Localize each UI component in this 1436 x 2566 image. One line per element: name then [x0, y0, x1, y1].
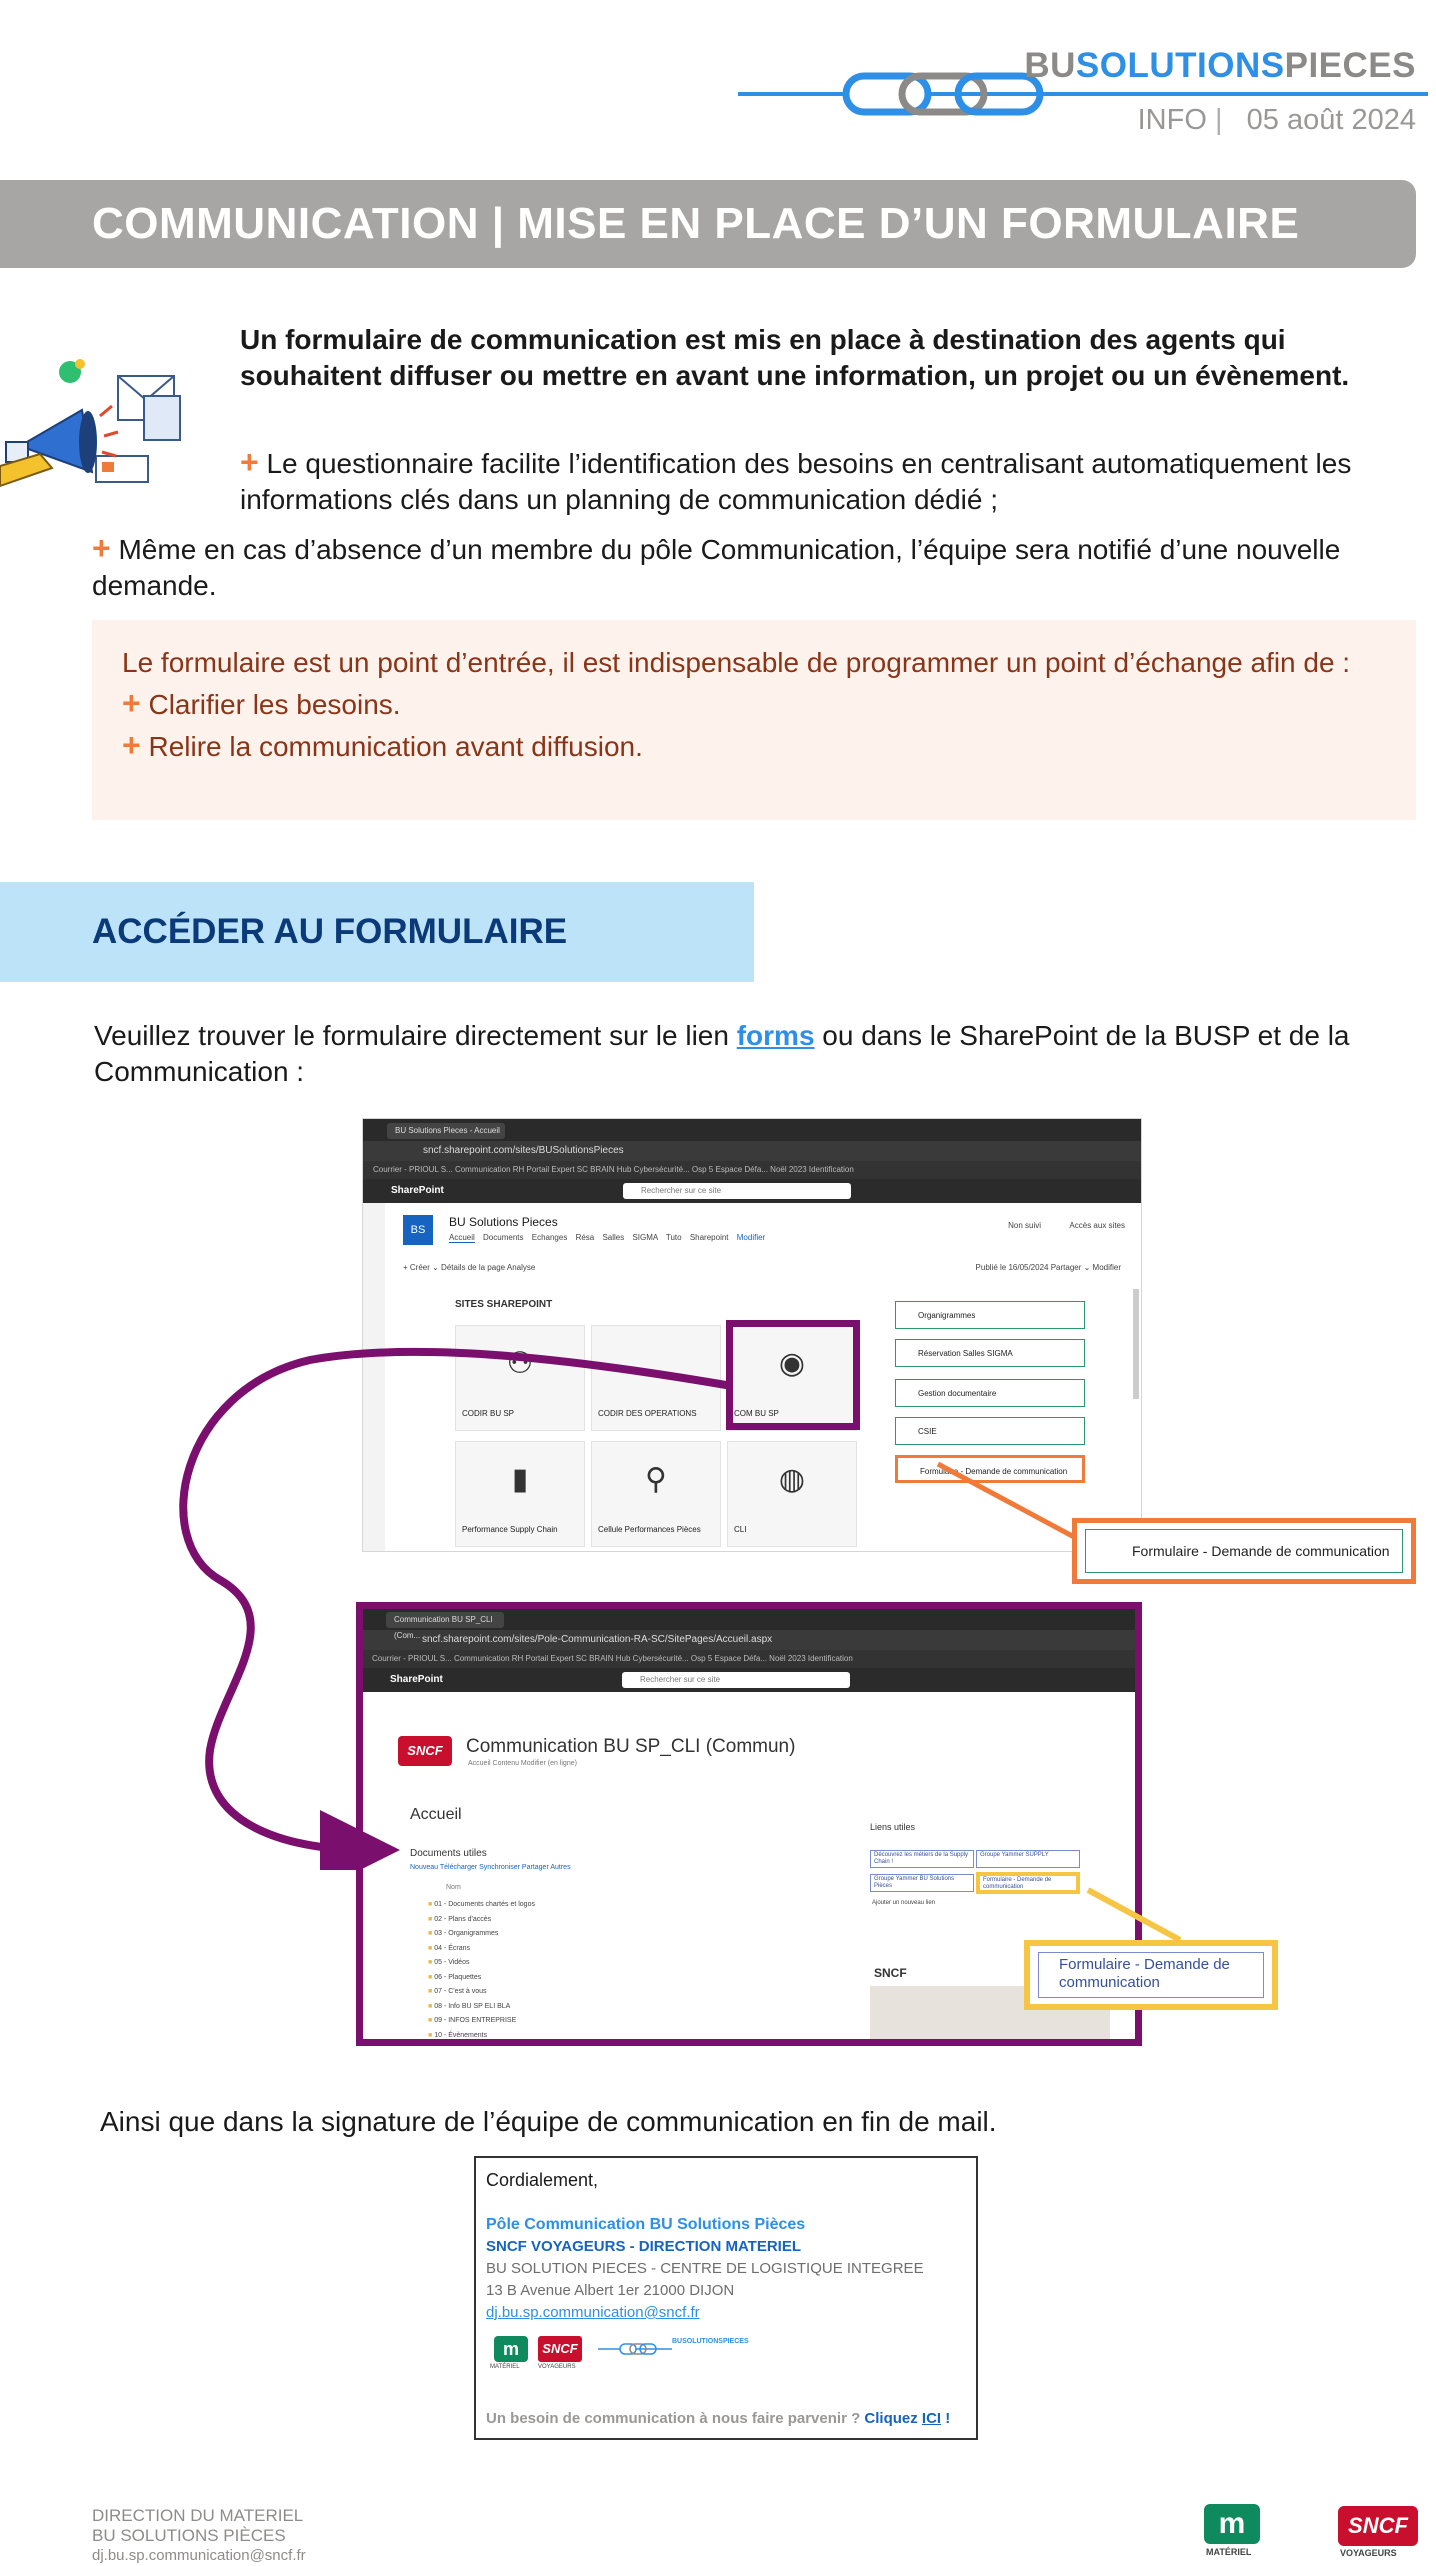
tile-cellule-performances[interactable]: ⚲ Cellule Performances Pièces — [591, 1441, 721, 1547]
column-header-name[interactable]: Nom — [446, 1884, 461, 1891]
signature-address: 13 B Avenue Albert 1er 21000 DIJON — [486, 2282, 735, 2299]
link-yammer-busp[interactable]: Groupe Yammer BU Solutions Pièces — [870, 1874, 974, 1892]
callout-item: + Relire la communication avant diffusion. — [122, 727, 643, 763]
orange-connector — [930, 1456, 1080, 1546]
tile-cli[interactable]: ◍ CLI — [727, 1441, 857, 1547]
brand-wordmark: BUSOLUTIONSPIECES — [1024, 46, 1416, 85]
callout-box — [92, 620, 1416, 820]
materiel-logo-footer: m — [1204, 2504, 1260, 2544]
add-link-button[interactable]: Ajouter un nouveau lien — [872, 1900, 936, 1906]
link-organigrammes[interactable]: Organigrammes — [895, 1301, 1085, 1329]
signature-greeting: Cordialement, — [486, 2170, 599, 2190]
sncf-logo: SNCF — [538, 2336, 582, 2362]
list-item[interactable]: ■ 10 - Évènements — [428, 2031, 488, 2039]
broadcast-icon: ◉ — [778, 1347, 806, 1380]
bar-chart-icon: ▮ — [511, 1463, 529, 1496]
forms-link[interactable]: forms — [736, 1020, 815, 1051]
documents-title: Documents utiles — [410, 1848, 487, 1859]
page-title: COMMUNICATION | MISE EN PLACE D’UN FORMULAIRE — [92, 199, 1300, 248]
info-date-line — [1138, 104, 1416, 137]
section-title: ACCÉDER AU FORMULAIRE — [92, 912, 568, 951]
intro-paragraph: Un formulaire de communication est mis en place à destination des agents qui souhaitent diffuser ou mettre en avant une information, un projet ou un évènement. — [240, 324, 1350, 391]
site-nav — [449, 1233, 765, 1242]
user-check-icon: ⚲ — [645, 1463, 667, 1496]
plus-icon: + — [122, 685, 141, 721]
sncf-label-footer: VOYAGEURS — [1340, 2548, 1397, 2558]
footer-line: BU SOLUTIONS PIÈCES — [92, 2526, 286, 2545]
title-band — [0, 180, 1416, 268]
links-title: Liens utiles — [870, 1822, 916, 1832]
zoom-formulaire-link — [1024, 1940, 1278, 2010]
browser-tabbar — [363, 1119, 1141, 1141]
section-band — [0, 882, 754, 982]
sncf-section-title: SNCF — [874, 1966, 907, 1980]
site-nav-item[interactable]: Modifier — [736, 1233, 766, 1242]
tile-codir-bu-sp[interactable]: ⚇ CODIR BU SP — [455, 1325, 585, 1431]
signature-direction: SNCF VOYAGEURS - DIRECTION MATERIEL — [486, 2238, 802, 2255]
zoom-formulaire-link — [1072, 1518, 1416, 1584]
browser-address-bar[interactable]: sncf.sharepoint.com/sites/BUSolutionsPieces — [363, 1141, 1141, 1161]
link-csie[interactable]: CSIE — [895, 1417, 1085, 1445]
link-metiers[interactable]: Découvrez les métiers de la Supply Chain ! — [870, 1850, 974, 1868]
link-gestion-documentaire[interactable]: Gestion documentaire — [895, 1379, 1085, 1407]
page-toolbar[interactable]: + Créer ⌄ Détails de la page Analyse — [403, 1263, 536, 1272]
browser-tab[interactable]: BU Solutions Pieces - Accueil — [387, 1123, 505, 1139]
signature-intro-text: Ainsi que dans la signature de l’équipe de communication en fin de mail. — [100, 2106, 997, 2137]
list-item[interactable]: ■ 01 - Documents chartés et logos — [428, 1901, 535, 1908]
info-label: INFO — [1137, 104, 1207, 136]
list-item[interactable]: ■ 04 - Écrans — [428, 1944, 470, 1952]
sncf-logo-label: VOYAGEURS — [538, 2364, 576, 2370]
plus-icon: + — [122, 727, 141, 763]
tile-codir-operations[interactable]: CODIR DES OPERATIONS — [591, 1325, 721, 1431]
signature-cta: Un besoin de communication à nous faire parvenir ? Cliquez ICI ! — [486, 2410, 951, 2427]
scrollbar[interactable] — [1133, 1289, 1139, 1399]
list-item[interactable]: ■ 08 - Info BU SP ELI BLA — [428, 2002, 511, 2010]
yellow-connector — [1080, 1884, 1190, 1944]
materiel-logo-label: MATÉRIEL — [490, 2364, 520, 2370]
access-paragraph: Veuillez trouver le formulaire directement sur le lien forms ou dans le SharePoint de la BUSP et de la Communication : — [94, 1020, 1350, 1087]
list-item[interactable]: ■ 02 - Plans d'accès — [428, 1915, 492, 1923]
plus-icon: + — [240, 444, 259, 480]
site-access-button[interactable]: Accès aux sites — [1069, 1221, 1125, 1230]
globe-icon: ◍ — [778, 1463, 806, 1496]
sites-section-title: SITES SHAREPOINT — [455, 1299, 553, 1310]
site-nav[interactable]: Accueil Contenu Modifier (en ligne) — [468, 1760, 577, 1767]
cta-link[interactable]: ICI — [921, 2410, 942, 2427]
sharepoint-app-name: SharePoint — [391, 1185, 444, 1196]
tile-com-bu-sp[interactable]: ◉ COM BU SP — [727, 1325, 857, 1431]
site-name: Communication BU SP_CLI (Commun) — [466, 1736, 796, 1757]
materiel-logo: m — [494, 2336, 528, 2362]
documents-toolbar[interactable]: Nouveau Télécharger Synchroniser Partager Autres — [410, 1864, 571, 1871]
site-nav-item[interactable]: Résa Salles SIGMA — [575, 1233, 658, 1242]
bullet-questionnaire: + Le questionnaire facilite l’identification des besoins en centralisant automatiquement les informations clés dans un planning de communication dédié ; — [240, 444, 1352, 515]
browser-tab[interactable]: Communication BU SP_CLI (Com... — [386, 1612, 504, 1628]
materiel-label-footer: MATÉRIEL — [1206, 2547, 1252, 2557]
plus-icon: + — [92, 530, 111, 566]
highlight-com-tile — [726, 1320, 860, 1430]
follow-button[interactable]: Non suivi — [1008, 1221, 1041, 1230]
site-nav-item[interactable]: Tuto Sharepoint — [665, 1233, 729, 1242]
site-search-input[interactable]: Rechercher sur ce site — [623, 1183, 851, 1199]
chain-links-icon — [598, 2342, 672, 2356]
info-separator: | — [1214, 104, 1223, 136]
mini-brand: BUSOLUTIONSPIECES — [672, 2338, 749, 2345]
list-item[interactable]: ■ 05 - Vidéos — [428, 1959, 470, 1966]
list-item[interactable]: ■ 09 - INFOS ENTREPRISE — [428, 2017, 517, 2024]
callout-text: Le formulaire est un point d’entrée, il est indispensable de programmer un point d’échange afin de : — [122, 647, 1351, 678]
sncf-logo: SNCF — [398, 1736, 452, 1766]
signature-email-link[interactable]: dj.bu.sp.communication@sncf.fr — [486, 2304, 700, 2321]
site-logo: BS — [403, 1215, 433, 1245]
browser-address-bar[interactable]: sncf.sharepoint.com/sites/Pole-Communication-RA-SC/SitePages/Accueil.aspx — [362, 1630, 1138, 1650]
site-nav-item[interactable]: Accueil — [449, 1233, 475, 1242]
list-item[interactable]: ■ 03 - Organigrammes — [428, 1930, 499, 1937]
link-reservation-salles[interactable]: Réservation Salles SIGMA — [895, 1339, 1085, 1367]
sharepoint-topbar — [363, 1179, 1141, 1203]
chain-links-icon — [838, 70, 1048, 118]
sncf-logo-footer: SNCF — [1338, 2506, 1418, 2546]
footer-line: DIRECTION DU MATERIEL — [92, 2506, 304, 2525]
signature-pole: Pôle Communication BU Solutions Pièces — [486, 2216, 806, 2233]
email-signature — [474, 2156, 978, 2440]
tile-performance-supply-chain[interactable]: ▮ Performance Supply Chain — [455, 1441, 585, 1547]
formulaire-link-zoomed[interactable]: Formulaire - Demande de communication — [1038, 1952, 1264, 1998]
page-heading: Accueil — [410, 1806, 462, 1823]
site-nav-item[interactable]: Echanges — [531, 1233, 568, 1242]
users-icon: ⚇ — [506, 1347, 534, 1380]
footer-email: dj.bu.sp.communication@sncf.fr — [92, 2547, 306, 2564]
footer-address — [92, 2506, 306, 2566]
link-formulaire-demande[interactable]: Formulaire - Demande de communication — [895, 1455, 1085, 1483]
signature-entity: BU SOLUTION PIECES - CENTRE DE LOGISTIQUE INTEGREE — [486, 2260, 924, 2277]
bullet-notification: + Même en cas d’absence d’un membre du pôle Communication, l’équipe sera notifié d’une nouvelle demande. — [92, 530, 1341, 601]
link-yammer-supply[interactable]: Groupe Yammer SUPPLY — [976, 1850, 1080, 1868]
site-search-input[interactable]: Rechercher sur ce site — [622, 1672, 850, 1688]
publish-info: Publié le 16/05/2024 Partager ⌄ Modifier — [975, 1263, 1121, 1272]
publication-date: 05 août 2024 — [1246, 104, 1416, 136]
list-item[interactable]: ■ 07 - C'est à vous — [428, 1988, 487, 1995]
formulaire-link-zoomed[interactable]: Formulaire - Demande de communication — [1085, 1529, 1403, 1573]
site-nav-item[interactable]: Documents — [483, 1233, 524, 1242]
list-item[interactable]: ■ 06 - Plaquettes — [428, 1973, 482, 1981]
site-name: BU Solutions Pieces — [449, 1215, 558, 1229]
bookmarks-bar: Courrier - PRIOUL S... Communication RH Portail Expert SC BRAIN Hub Cybersécurité... Osp 5 Espace Défa... Noël 2023 Identification — [363, 1161, 1141, 1179]
sharepoint-app-name: SharePoint — [390, 1674, 443, 1685]
callout-item: + Clarifier les besoins. — [122, 685, 401, 721]
megaphone-icon — [0, 356, 190, 496]
purple-arrows — [160, 1330, 740, 1870]
bookmarks-bar: Courrier - PRIOUL S... Communication RH Portail Expert SC BRAIN Hub Cybersécurité... Osp 5 Espace Défa... Noël 2023 Identification — [362, 1650, 1138, 1668]
link-formulaire-demande[interactable]: Formulaire - Demande de communication — [976, 1872, 1080, 1894]
